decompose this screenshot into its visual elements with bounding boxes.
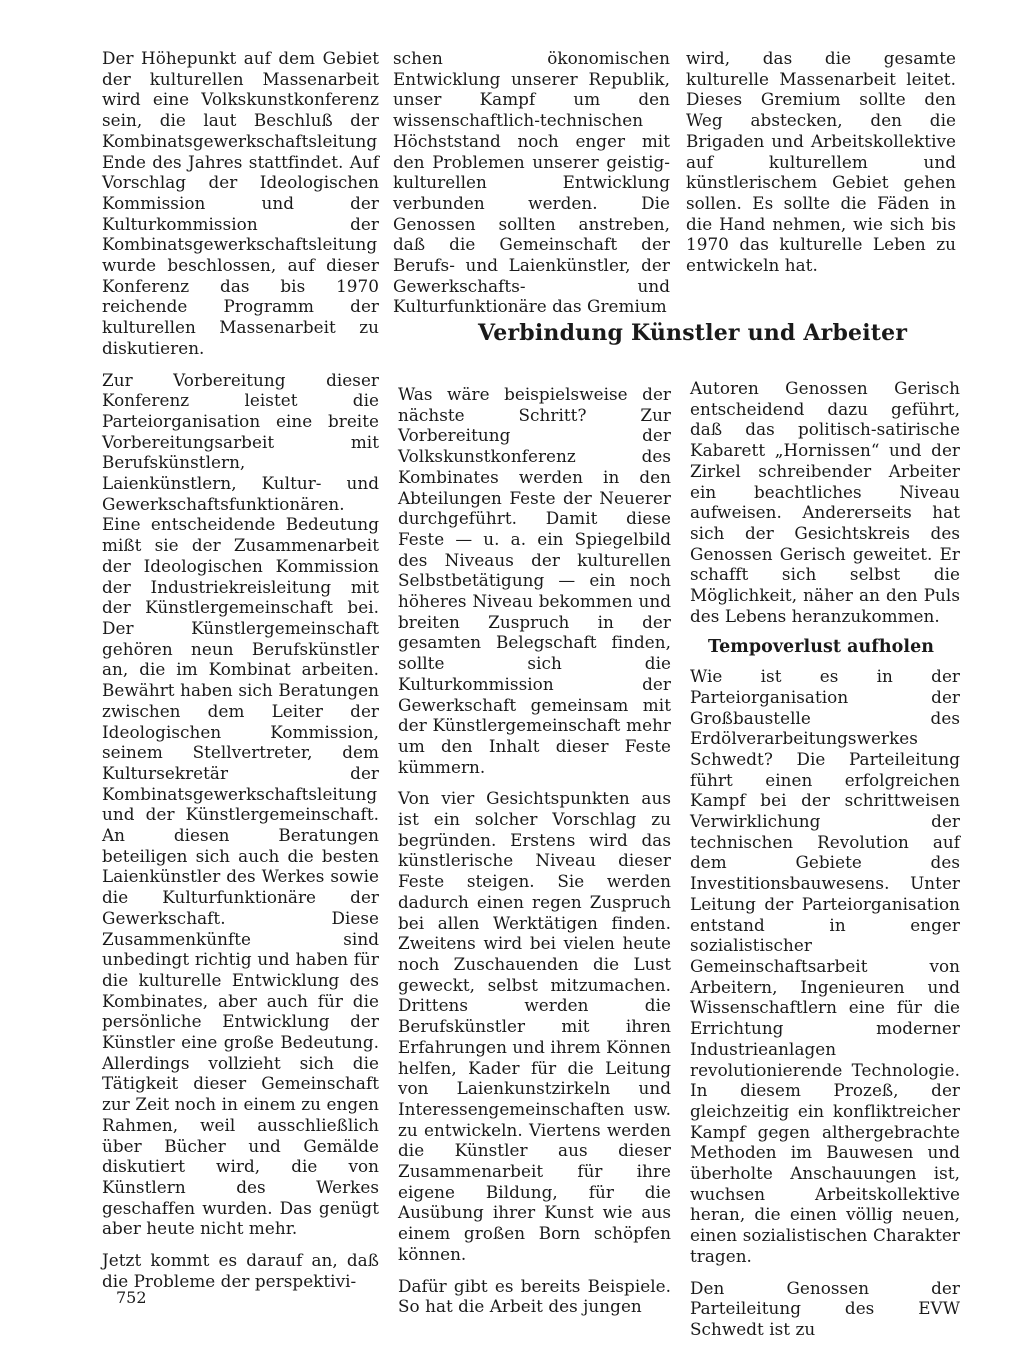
paragraph: wird, das die gesamte kulturelle Massenarbeit leitet. Dieses Gremium sollte den Weg abstecken, den die Brigaden und Arbeitskollektive auf kulturellem und künstlerischem Gebiet gehen sollen. Es sollte die Fäden in die Hand nehmen, wie sich bis 1970 das kulturelle Leben zu entwickeln hat. <box>686 48 956 276</box>
paragraph: Der Höhepunkt auf dem Gebiet der kulturellen Massenarbeit wird eine Volkskunstkonferenz sein, die laut Beschluß der Kombinatsgewerkschaftsleitung Ende des Jahres stattfindet. Auf Vorschlag der Ideologischen Kommission und der Kulturkommission der Kombinatsgewerkschaftsleitung wurde beschlossen, auf dieser Konferenz das bis 1970 reichende Programm der kulturellen Massenarbeit zu diskutieren. <box>102 48 379 358</box>
text-column-middle-top <box>393 48 670 317</box>
paragraph: Wie ist es in der Parteiorganisation der Großbaustelle des Erdölverarbeitungswerkes Schwedt? Die Parteileitung führt einen erfolgreichen Kampf bei der schrittweisen Verwirklichung der technischen Revolution auf dem Gebiete des Investitionsbauwesens. Unter Leitung der Parteiorganisation entstand in enger sozialistischer Gemeinschaftsarbeit von Arbeitern, Ingenieuren und Wissenschaftlern eine für die Errichtung moderner Industrieanlagen revolutionierende Technologie. In diesem Prozeß, der gleichzeitig ein konfliktreicher Kampf gegen althergebrachte Methoden im Bauwesen und überholte Anschauungen ist, wuchsen Arbeitskollektive heran, die einen völlig neuen, einen sozialistischen Charakter tragen. <box>690 666 960 1266</box>
page-number: 752 <box>116 1288 147 1307</box>
text-column-left <box>102 48 379 1291</box>
paragraph: Autoren Genossen Gerisch entscheidend dazu geführt, daß das politisch-satirische Kabarett „Hornissen“ und der Zirkel schreibender Arbeiter ein beachtliches Niveau aufweisen. Andererseits hat sich der Gesichtskreis des Genossen Gerisch geweitet. Er schafft sich selbst die Möglichkeit, näher an den Puls des Lebens heranzukommen. <box>690 378 960 626</box>
section-heading: Verbindung Künstler und Arbeiter <box>478 320 908 346</box>
paragraph: Dafür gibt es bereits Beispiele. So hat die Arbeit des jungen <box>398 1275 671 1317</box>
paragraph: Was wäre beispielsweise der nächste Schritt? Zur Vorbereitung der Volkskunstkonferenz des Kombinates werden in den Abteilungen Feste der Neuerer durchgeführt. Damit diese Feste — u. a. ein Spiegelbild des Niveaus der kulturellen Selbstbetätigung — ein noch höheres Niveau bekommen und breiten Zuspruch in der gesamten Belegschaft finden, sollte sich die Kulturkommission der Gewerkschaft gemeinsam mit der Künstlergemeinschaft mehr um den Inhalt dieser Feste kümmern. <box>398 384 671 777</box>
paragraph: Zur Vorbereitung dieser Konferenz leistet die Parteiorganisation eine breite Vorbereitungsarbeit mit Berufskünstlern, Laienkünstlern, Kultur- und Gewerkschaftsfunktionären. Eine entscheidende Bedeutung mißt sie der Zusammenarbeit der Ideologischen Kommission der Industriekreisleitung mit der Künstlergemeinschaft bei. Der Künstlergemeinschaft gehören neun Berufskünstler an, die im Kombinat arbeiten. Bewährt haben sich Beratungen zwischen dem Leiter der Ideologischen Kommission, seinem Stellvertreter, dem Kultursekretär der Kombinatsgewerkschaftsleitung und der Künstlergemeinschaft. An diesen Beratungen beteiligen sich auch die besten Laienkünstler des Werkes sowie die Kulturfunktionäre der Gewerkschaft. Diese Zusammenkünfte sind unbedingt richtig und haben für die kulturelle Entwicklung des Kombinates, aber auch für die persönliche Entwicklung der Künstler eine große Bedeutung. Allerdings vollzieht sich die Tätigkeit dieser Gemeinschaft zur Zeit noch in einem zu engen Rahmen, weil ausschließlich über Bücher und Gemälde diskutiert wird, die von Künstlern des Werkes geschaffen wurden. Das genügt aber heute nicht mehr. <box>102 369 379 1239</box>
text-column-middle-bottom <box>398 384 671 1317</box>
subheading: Tempoverlust aufholen <box>708 637 935 658</box>
text-column-right-top <box>686 48 956 276</box>
paragraph: Den Genossen der Parteileitung des EVW Schwedt ist zu <box>690 1277 960 1339</box>
paragraph: Jetzt kommt es darauf an, daß die Probleme der perspektivi- <box>102 1250 379 1291</box>
paragraph: schen ökonomischen Entwicklung unserer Republik, unser Kampf um den wissenschaftlich-technischen Höchststand noch enger mit den Problemen unserer geistig-kulturellen Entwicklung verbunden werden. Die Genossen sollten anstreben, daß die Gemeinschaft der Berufs- und Laienkünstler, der Gewerkschafts- und Kulturfunktionäre das Gremium <box>393 48 670 317</box>
text-column-right-bottom <box>690 378 960 1340</box>
paragraph: Von vier Gesichtspunkten aus ist ein solcher Vorschlag zu begründen. Erstens wird das künstlerische Niveau dieser Feste steigen. Sie werden dadurch einen regen Zuspruch bei allen Werktätigen finden. Zweitens wird bei vielen heute noch Zuschauenden die Lust geweckt, selbst mitzumachen. Drittens werden die Berufskünstler mit ihren Erfahrungen und ihrem Können helfen, Kader für die Leitung von Laienkunstzirkeln und Interessengemeinschaften usw. zu entwickeln. Viertens werden die Künstler aus dieser Zusammenarbeit für ihre eigene Bildung, für die Ausübung ihrer Kunst wie aus einem großen Born schöpfen können. <box>398 788 671 1264</box>
